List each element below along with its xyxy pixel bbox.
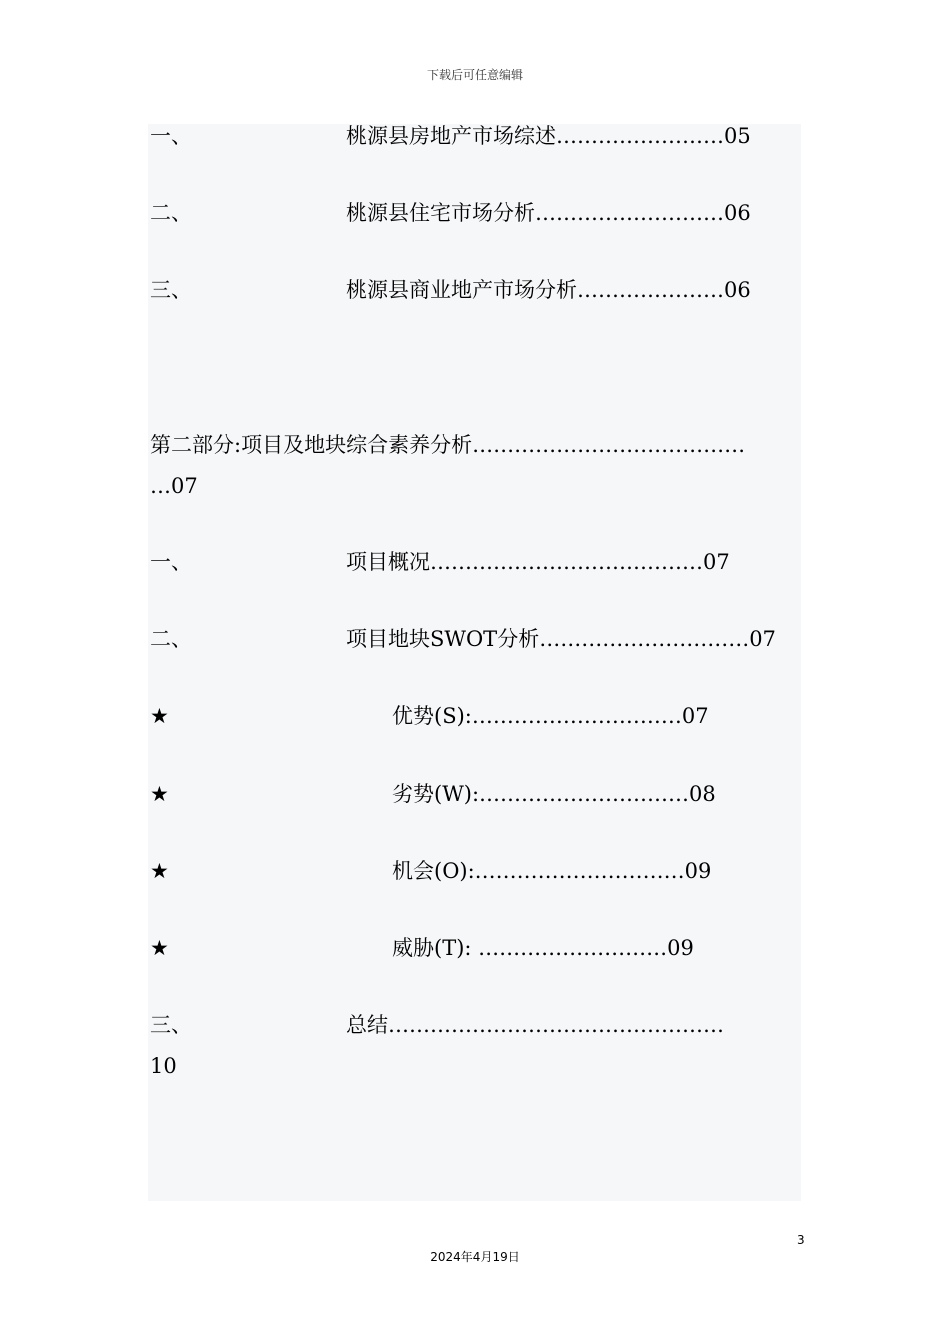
toc-entry-text: 桃源县房地产市场综述……………………05 bbox=[346, 124, 751, 148]
toc-entry-text: 项目地块SWOT分析…………………………07 bbox=[346, 627, 776, 651]
toc-subentry-text: 优势(S):…………………………07 bbox=[392, 704, 709, 728]
page-number: 3 bbox=[797, 1233, 805, 1247]
toc-number: 三、 bbox=[150, 278, 192, 302]
toc-entry-text: 桃源县商业地产市场分析…………………06 bbox=[346, 278, 751, 302]
toc-subentry-text: 威胁(T): ………………………09 bbox=[392, 936, 694, 960]
toc-number: 二、 bbox=[150, 627, 192, 651]
toc-section-page: …07 bbox=[150, 474, 198, 498]
footer-date: 2024年4月19日 bbox=[430, 1250, 520, 1264]
toc-number: 二、 bbox=[150, 201, 192, 225]
toc-entry-text: 项目概况…………………………………07 bbox=[346, 550, 730, 574]
toc-subentry-text: 劣势(W):…………………………08 bbox=[392, 782, 716, 806]
toc-entry-page: 10 bbox=[150, 1054, 177, 1078]
star-icon: ★ bbox=[150, 936, 169, 960]
toc-number: 三、 bbox=[150, 1013, 192, 1037]
star-icon: ★ bbox=[150, 704, 169, 728]
page-header: 下载后可任意编辑 bbox=[426, 68, 523, 82]
toc-subentry-text: 机会(O):…………………………09 bbox=[392, 859, 712, 883]
toc-number: 一、 bbox=[150, 124, 192, 148]
toc-entry-text: 总结………………………………………… bbox=[346, 1013, 724, 1037]
toc-entry-text: 桃源县住宅市场分析………………………06 bbox=[346, 201, 751, 225]
toc-number: 一、 bbox=[150, 550, 192, 574]
toc-section-heading: 第二部分:项目及地块综合素养分析………………………………… bbox=[150, 433, 746, 457]
star-icon: ★ bbox=[150, 859, 169, 883]
star-icon: ★ bbox=[150, 782, 169, 806]
